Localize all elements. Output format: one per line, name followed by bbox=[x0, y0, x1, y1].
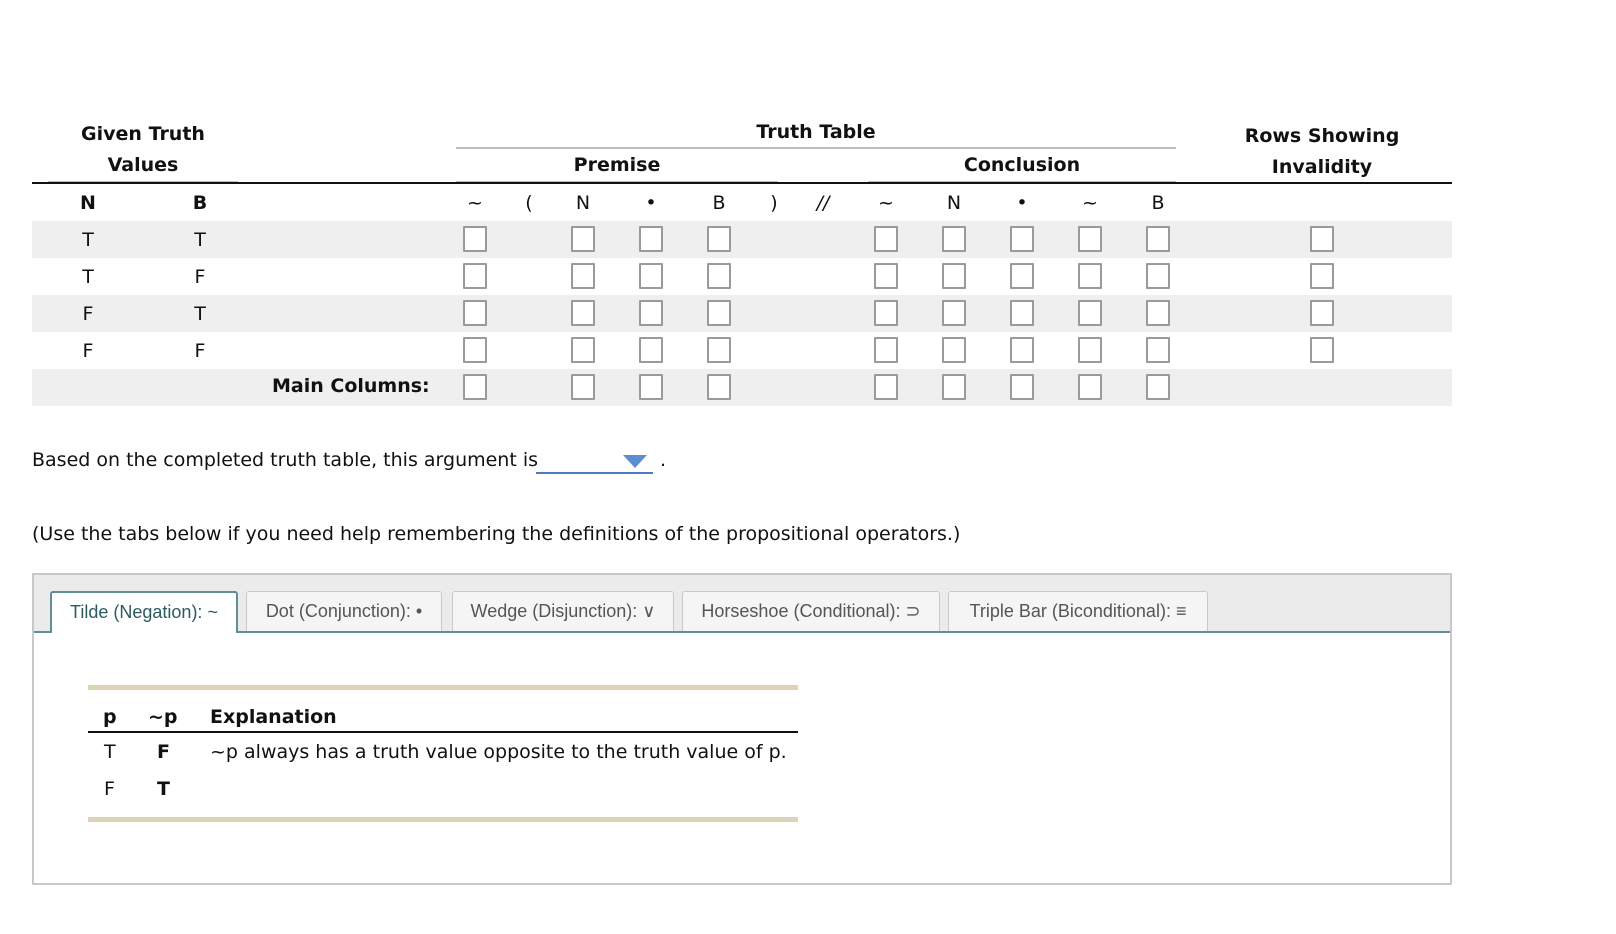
conclusion-b-checkbox-row1[interactable] bbox=[1146, 226, 1170, 252]
premise-n-checkbox-row1[interactable] bbox=[571, 226, 595, 252]
premise-dot-checkbox-row2[interactable] bbox=[639, 263, 663, 289]
truth-table-rule bbox=[456, 147, 1176, 149]
conclusion-b-checkbox-row4[interactable] bbox=[1146, 337, 1170, 363]
given-n-row4: F bbox=[82, 340, 94, 362]
premise-n-checkbox-row2[interactable] bbox=[571, 263, 595, 289]
negation-header-explanation: Explanation bbox=[210, 706, 337, 728]
conclusion-n-checkbox-row4[interactable] bbox=[942, 337, 966, 363]
conclusion-tilde-2-checkbox-main[interactable] bbox=[1078, 374, 1102, 400]
given-b-row2: F bbox=[194, 266, 206, 288]
premise-b-checkbox-row3[interactable] bbox=[707, 300, 731, 326]
conclusion-dot-checkbox-row4[interactable] bbox=[1010, 337, 1034, 363]
negation-row2-not-p: T bbox=[157, 778, 170, 800]
negation-table-bottom-rule bbox=[88, 817, 798, 822]
conclusion-tilde-2-checkbox-row4[interactable] bbox=[1078, 337, 1102, 363]
operator-definitions-panel bbox=[32, 573, 1452, 885]
premise-symbol-close-paren: ) bbox=[770, 192, 778, 214]
conclusion-b-checkbox-row2[interactable] bbox=[1146, 263, 1170, 289]
conclusion-tilde-2-checkbox-row3[interactable] bbox=[1078, 300, 1102, 326]
conclusion-tilde-1-checkbox-row3[interactable] bbox=[874, 300, 898, 326]
premise-symbol-b: B bbox=[712, 192, 726, 214]
premise-b-checkbox-row1[interactable] bbox=[707, 226, 731, 252]
premise-dot-checkbox-main[interactable] bbox=[639, 374, 663, 400]
given-b-row3: T bbox=[194, 303, 206, 325]
var-header-b: B bbox=[192, 192, 208, 214]
rows-showing-invalidity-heading-line1: Rows Showing bbox=[1244, 125, 1400, 147]
tab-tilde-negation[interactable]: Tilde (Negation): ~ bbox=[50, 591, 238, 633]
argument-sentence-prefix: Based on the completed truth table, this argument is bbox=[32, 449, 539, 471]
conclusion-symbol-tilde-1: ~ bbox=[878, 192, 894, 214]
conclusion-tilde-2-checkbox-row2[interactable] bbox=[1078, 263, 1102, 289]
var-header-n: N bbox=[80, 192, 96, 214]
negation-row1-not-p: F bbox=[157, 741, 170, 763]
given-truth-values-heading-line2: Values bbox=[107, 154, 179, 176]
premise-symbol-n: N bbox=[575, 192, 591, 214]
tab-dot-conjunction[interactable]: Dot (Conjunction): • bbox=[246, 591, 442, 631]
premise-b-checkbox-row2[interactable] bbox=[707, 263, 731, 289]
premise-symbol-tilde: ~ bbox=[467, 192, 483, 214]
conclusion-n-checkbox-row1[interactable] bbox=[942, 226, 966, 252]
conclusion-tilde-1-checkbox-row2[interactable] bbox=[874, 263, 898, 289]
tab-horseshoe-conditional[interactable]: Horseshoe (Conditional): ⊃ bbox=[682, 591, 940, 631]
given-truth-values-heading-line1: Given Truth bbox=[81, 123, 205, 145]
conclusion-dot-checkbox-row1[interactable] bbox=[1010, 226, 1034, 252]
negation-explanation: ~p always has a truth value opposite to the truth value of p. bbox=[210, 741, 787, 763]
conclusion-tilde-1-checkbox-row4[interactable] bbox=[874, 337, 898, 363]
invalidity-checkbox-row1[interactable] bbox=[1310, 226, 1334, 252]
argument-separator: // bbox=[816, 192, 830, 214]
premise-n-checkbox-row4[interactable] bbox=[571, 337, 595, 363]
conclusion-b-checkbox-main[interactable] bbox=[1146, 374, 1170, 400]
given-n-row1: T bbox=[82, 229, 94, 251]
premise-b-checkbox-row4[interactable] bbox=[707, 337, 731, 363]
tab-wedge-disjunction[interactable]: Wedge (Disjunction): ∨ bbox=[452, 591, 674, 631]
given-n-row2: T bbox=[82, 266, 94, 288]
given-n-row3: F bbox=[82, 303, 94, 325]
conclusion-dot-checkbox-row3[interactable] bbox=[1010, 300, 1034, 326]
invalidity-checkbox-row4[interactable] bbox=[1310, 337, 1334, 363]
negation-table-top-rule bbox=[88, 685, 798, 690]
premise-tilde-checkbox-row4[interactable] bbox=[463, 337, 487, 363]
negation-row1-p: T bbox=[104, 741, 116, 763]
argument-sentence-suffix: . bbox=[660, 449, 667, 471]
given-b-row1: T bbox=[194, 229, 206, 251]
conclusion-n-checkbox-main[interactable] bbox=[942, 374, 966, 400]
chevron-down-icon bbox=[623, 455, 647, 468]
conclusion-dot-checkbox-main[interactable] bbox=[1010, 374, 1034, 400]
header-bottom-rule bbox=[32, 182, 1452, 184]
negation-header-not-p: ~p bbox=[148, 706, 178, 728]
premise-tilde-checkbox-row3[interactable] bbox=[463, 300, 487, 326]
conclusion-symbol-dot: • bbox=[1016, 192, 1028, 214]
conclusion-tilde-1-checkbox-row1[interactable] bbox=[874, 226, 898, 252]
premise-n-checkbox-main[interactable] bbox=[571, 374, 595, 400]
row-shading-1 bbox=[32, 221, 1452, 258]
conclusion-dot-checkbox-row2[interactable] bbox=[1010, 263, 1034, 289]
conclusion-n-checkbox-row3[interactable] bbox=[942, 300, 966, 326]
given-b-row4: F bbox=[194, 340, 206, 362]
premise-tilde-checkbox-row1[interactable] bbox=[463, 226, 487, 252]
conclusion-symbol-b: B bbox=[1151, 192, 1165, 214]
negation-header-p: p bbox=[103, 706, 117, 728]
negation-row2-p: F bbox=[104, 778, 115, 800]
operator-help-text: (Use the tabs below if you need help remembering the definitions of the propositional operators.) bbox=[32, 523, 961, 545]
premise-symbol-open-paren: ( bbox=[525, 192, 533, 214]
premise-symbol-dot: • bbox=[645, 192, 657, 214]
row-shading-3 bbox=[32, 295, 1452, 332]
conclusion-b-checkbox-row3[interactable] bbox=[1146, 300, 1170, 326]
premise-heading: Premise bbox=[573, 154, 661, 176]
main-columns-label: Main Columns: bbox=[272, 375, 430, 397]
premise-dot-checkbox-row4[interactable] bbox=[639, 337, 663, 363]
negation-header-rule bbox=[88, 731, 798, 733]
truth-table-heading: Truth Table bbox=[756, 121, 876, 143]
premise-n-checkbox-row3[interactable] bbox=[571, 300, 595, 326]
conclusion-symbol-n: N bbox=[946, 192, 962, 214]
rows-showing-invalidity-heading-line2: Invalidity bbox=[1271, 156, 1373, 178]
tab-triple-bar-biconditional[interactable]: Triple Bar (Biconditional): ≡ bbox=[948, 591, 1208, 631]
operator-tab-bar bbox=[34, 575, 1450, 633]
premise-b-checkbox-main[interactable] bbox=[707, 374, 731, 400]
row-shading-main bbox=[32, 369, 1452, 406]
validity-dropdown[interactable] bbox=[536, 450, 653, 474]
premise-dot-checkbox-row3[interactable] bbox=[639, 300, 663, 326]
invalidity-checkbox-row3[interactable] bbox=[1310, 300, 1334, 326]
conclusion-tilde-2-checkbox-row1[interactable] bbox=[1078, 226, 1102, 252]
premise-dot-checkbox-row1[interactable] bbox=[639, 226, 663, 252]
premise-tilde-checkbox-main[interactable] bbox=[463, 374, 487, 400]
invalidity-checkbox-row2[interactable] bbox=[1310, 263, 1334, 289]
conclusion-symbol-tilde-2: ~ bbox=[1082, 192, 1098, 214]
conclusion-tilde-1-checkbox-main[interactable] bbox=[874, 374, 898, 400]
premise-tilde-checkbox-row2[interactable] bbox=[463, 263, 487, 289]
conclusion-heading: Conclusion bbox=[963, 154, 1081, 176]
conclusion-n-checkbox-row2[interactable] bbox=[942, 263, 966, 289]
